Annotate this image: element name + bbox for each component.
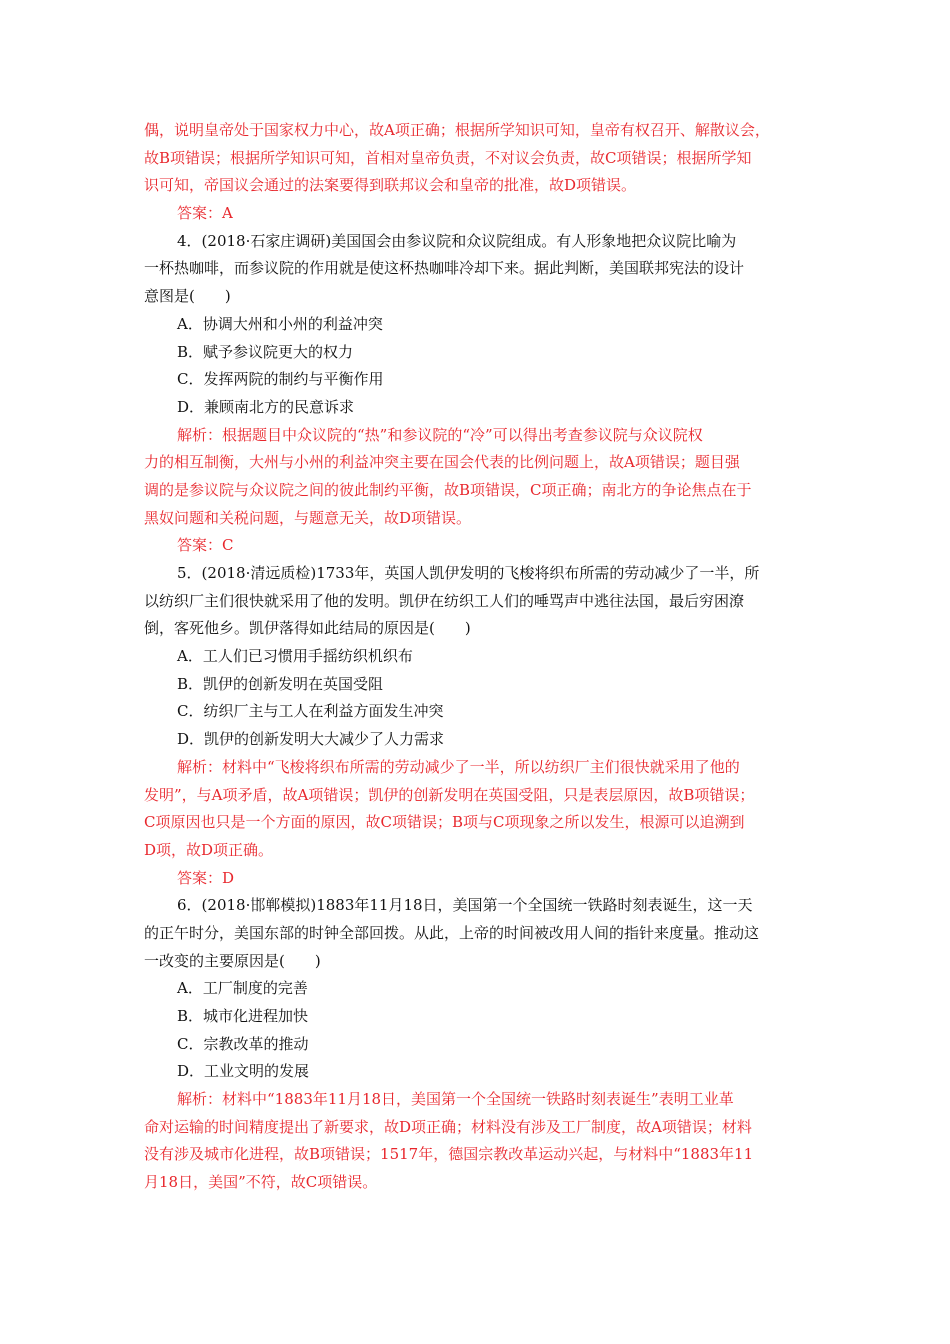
explanation-label: 解析：	[177, 757, 223, 776]
q6-stem-line: 一改变的主要原因是( )	[144, 951, 321, 970]
q6-option-c: C．宗教改革的推动	[177, 1034, 309, 1053]
q5-explanation-line: C项原因也只是一个方面的原因，故C项错误；B项与C项现象之所以发生，根源可以追溯到	[144, 813, 745, 832]
explanation-label: 解析：	[177, 1090, 223, 1109]
q4-explanation-line: 黑奴问题和关税问题，与题意无关，故D项错误。	[144, 508, 472, 527]
q5-option-c: C．纺织厂主与工人在利益方面发生冲突	[177, 702, 444, 721]
answer-label: 答案：	[177, 536, 223, 555]
q6-explanation-line	[144, 1086, 808, 1114]
explanation-text: 材料中“飞梭将织布所需的劳动减少了一半，所以纺织厂主们很快就采用了他的	[222, 757, 740, 776]
explanation-text: 根据题目中众议院的“热”和参议院的“冷”可以得出考查参议院与众议院权	[222, 425, 703, 444]
q3-explanation-line: 偶，说明皇帝处于国家权力中心，故A项正确；根据所学知识可知，皇帝有权召开、解散议会，	[144, 121, 770, 139]
q5-option-a: A．工人们已习惯用手摇纺织机织布	[177, 647, 413, 666]
document-body	[144, 117, 808, 1197]
q4-answer	[144, 532, 808, 560]
explanation-text: 材料中“1883年11月18日，美国第一个全国统一铁路时刻表诞生”表明工业革	[222, 1090, 734, 1109]
q6-explanation-line: 命对运输的时间精度提出了新要求，故D项正确；材料没有涉及工厂制度，故A项错误；材料	[144, 1117, 752, 1136]
q6-stem-line: 的正午时分，美国东部的时钟全部回拨。从此，上帝的时间被改用人间的指针来度量。推动这	[144, 923, 760, 942]
q5-option-d: D．凯伊的创新发明大大减少了人力需求	[177, 730, 445, 749]
answer-label: 答案：	[177, 868, 223, 887]
q4-explanation-line	[144, 422, 808, 450]
q5-stem-line: 以纺织厂主们很快就采用了他的发明。凯伊在纺织工人们的唾骂声中逃往法国，最后穷困潦	[144, 591, 745, 610]
q5-explanation-line	[144, 754, 808, 782]
q3-explanation-line: 故B项错误；根据所学知识可知，首相对皇帝负责，不对议会负责，故C项错误；根据所学知	[144, 148, 752, 167]
q5-answer	[144, 865, 808, 893]
explanation-label: 解析：	[177, 425, 223, 444]
q5-stem-line: 倒，客死他乡。凯伊落得如此结局的原因是( )	[144, 619, 471, 638]
q4-explanation-line: 力的相互制衡，大州与小州的利益冲突主要在国会代表的比例问题上，故A项错误；题目强	[144, 453, 740, 472]
q4-stem-line: 一杯热咖啡，而参议院的作用就是使这杯热咖啡冷却下来。据此判断，美国联邦宪法的设计	[144, 259, 745, 278]
q4-option-d: D．兼顾南北方的民意诉求	[177, 397, 355, 416]
q6-explanation-line: 没有涉及城市化进程，故B项错误；1517年，德国宗教改革运动兴起，与材料中“1883年11	[144, 1145, 754, 1164]
q3-explanation-line: 识可知，帝国议会通过的法案要得到联邦议会和皇帝的批准，故D项错误。	[144, 176, 637, 195]
q5-stem-line: 5．(2018·清远质检)1733年，英国人凯伊发明的飞梭将织布所需的劳动减少了一半，所	[177, 564, 760, 582]
answer-value: A	[222, 204, 233, 223]
q6-option-a: A．工厂制度的完善	[177, 979, 308, 998]
answer-value: C	[222, 536, 234, 555]
answer-value: D	[222, 868, 235, 887]
q3-answer	[144, 200, 808, 228]
q4-option-c: C．发挥两院的制约与平衡作用	[177, 370, 384, 389]
answer-label: 答案：	[177, 204, 223, 223]
q5-explanation-line: D项，故D项正确。	[144, 840, 274, 859]
q4-explanation-line: 调的是参议院与众议院之间的彼此制约平衡，故B项错误，C项正确；南北方的争论焦点在于	[144, 480, 752, 499]
q6-option-b: B．城市化进程加快	[177, 1007, 309, 1025]
q4-option-a: A．协调大州和小州的利益冲突	[177, 314, 383, 333]
q4-stem-line: 意图是( )	[144, 287, 231, 306]
q4-stem-line: 4．(2018·石家庄调研)美国国会由参议院和众议院组成。有人形象地把众议院比喻为	[177, 231, 737, 250]
q5-explanation-line: 发明”，与A项矛盾，故A项错误；凯伊的创新发明在英国受阻，只是表层原因，故B项错误；	[144, 785, 755, 804]
q6-explanation-line: 月18日，美国”不符，故C项错误。	[144, 1173, 378, 1192]
q6-stem-line: 6．(2018·邯郸模拟)1883年11月18日，美国第一个全国统一铁路时刻表诞生，这一天	[177, 896, 753, 915]
q6-option-d: D．工业文明的发展	[177, 1062, 310, 1081]
q4-option-b: B．赋予参议院更大的权力	[177, 342, 354, 361]
q5-option-b: B．凯伊的创新发明在英国受阻	[177, 674, 384, 693]
